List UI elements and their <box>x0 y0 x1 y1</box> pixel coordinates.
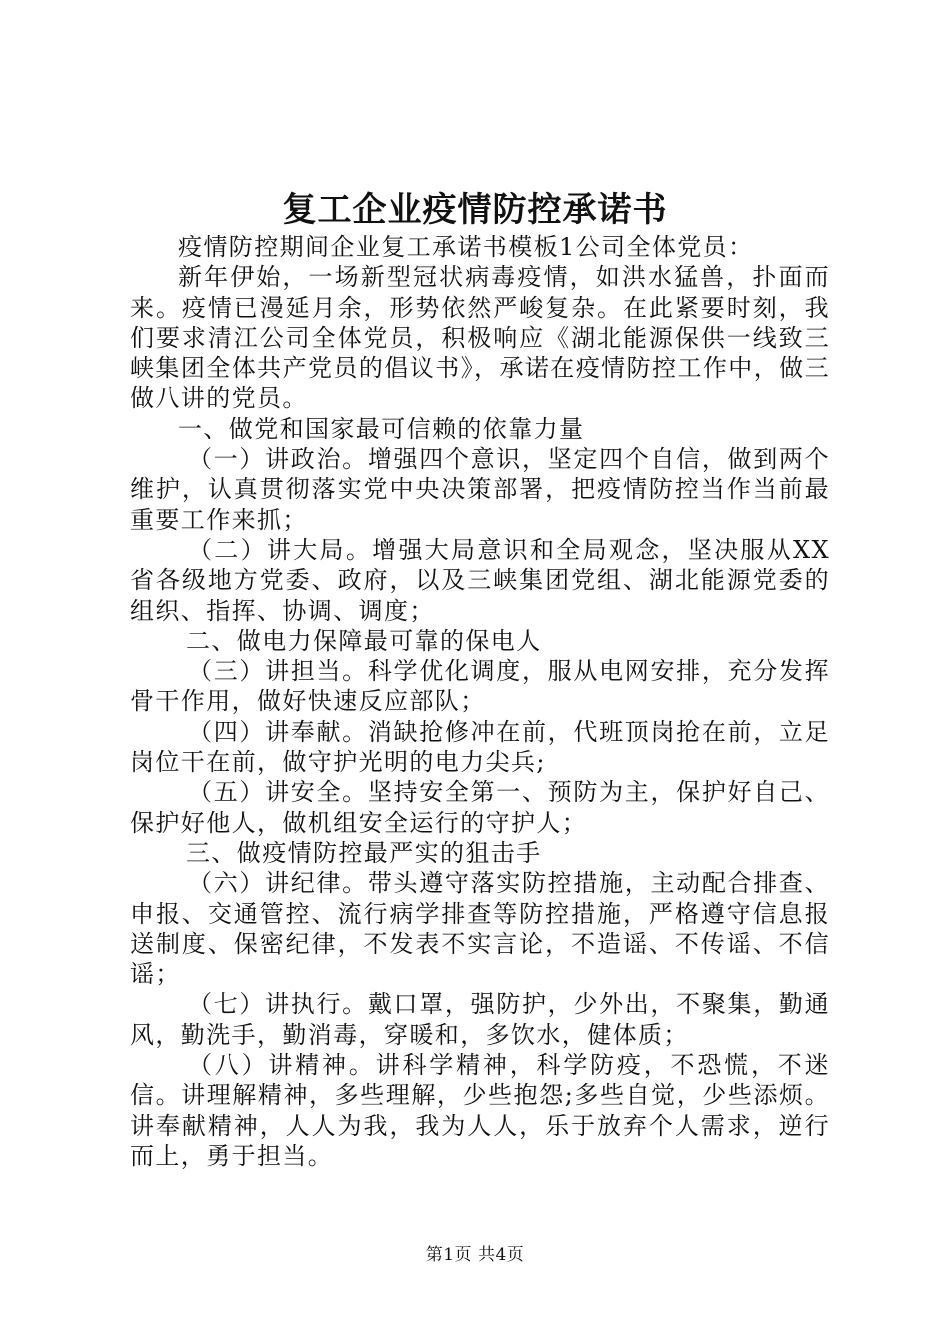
document-title: 复工企业疫情防控承诺书 <box>282 190 668 230</box>
intro-paragraph: 新年伊始，一场新型冠状病毒疫情，如洪水猛兽，扑面而来。疫情已漫延月余，形势依然严峻复杂。在此紧要时刻，我们要求清江公司全体党员，积极响应《湖北能源保供一线致三峡集团全体共产党员的倡议书》，承诺在疫情防控工作中，做三做八讲的党员。 <box>130 263 830 413</box>
item-paragraph-4: （四）讲奉献。消缺抢修冲在前，代班顶岗抢在前，立足岗位干在前，做守护光明的电力尖兵; <box>130 717 830 777</box>
item-paragraph-6: （六）讲纪律。带头遵守落实防控措施，主动配合排查、申报、交通管控、流行病学排查等防控措施，严格遵守信息报送制度、保密纪律，不发表不实言论，不造谣、不传谣、不信谣； <box>130 869 830 989</box>
section-heading-1: 一、做党和国家最可信赖的依靠力量 <box>178 414 585 443</box>
section-heading-2: 二、做电力保障最可靠的保电人 <box>186 626 542 655</box>
salutation-paragraph: 疫情防控期间企业复工承诺书模板1公司全体党员： <box>178 233 754 261</box>
section-heading-3: 三、做疫情防控最严实的狙击手 <box>186 838 542 867</box>
item-paragraph-3: （三）讲担当。科学优化调度，服从电网安排，充分发挥骨干作用，做好快速反应部队； <box>130 657 830 716</box>
item-paragraph-7: （七）讲执行。戴口罩，强防护，少外出，不聚集，勤通风，勤洗手，勤消毒，穿暖和，多饮水，健体质； <box>130 990 830 1049</box>
item-paragraph-5: （五）讲安全。坚持安全第一、预防为主，保护好自己、保护好他人，做机组安全运行的守护人； <box>130 778 830 837</box>
page-footer: 第1页 共4页 <box>425 1245 525 1265</box>
item-paragraph-1: （一）讲政治。增强四个意识，坚定四个自信，做到两个维护，认真贯彻落实党中央决策部署，把疫情防控当作当前最重要工作来抓； <box>130 445 830 534</box>
item-paragraph-8: （八）讲精神。讲科学精神，科学防疫，不恐慌，不迷信。讲理解精神，多些理解，少些抱怨;多些自觉，少些添烦。讲奉献精神，人人为我，我为人人，乐于放弃个人需求，逆行而上，勇于担当。 <box>130 1051 830 1170</box>
document-body <box>130 232 830 1171</box>
item-paragraph-2: （二）讲大局。增强大局意识和全局观念，坚决服从XX省各级地方党委、政府，以及三峡集团党组、湖北能源党委的组织、指挥、协调、调度； <box>130 535 830 625</box>
